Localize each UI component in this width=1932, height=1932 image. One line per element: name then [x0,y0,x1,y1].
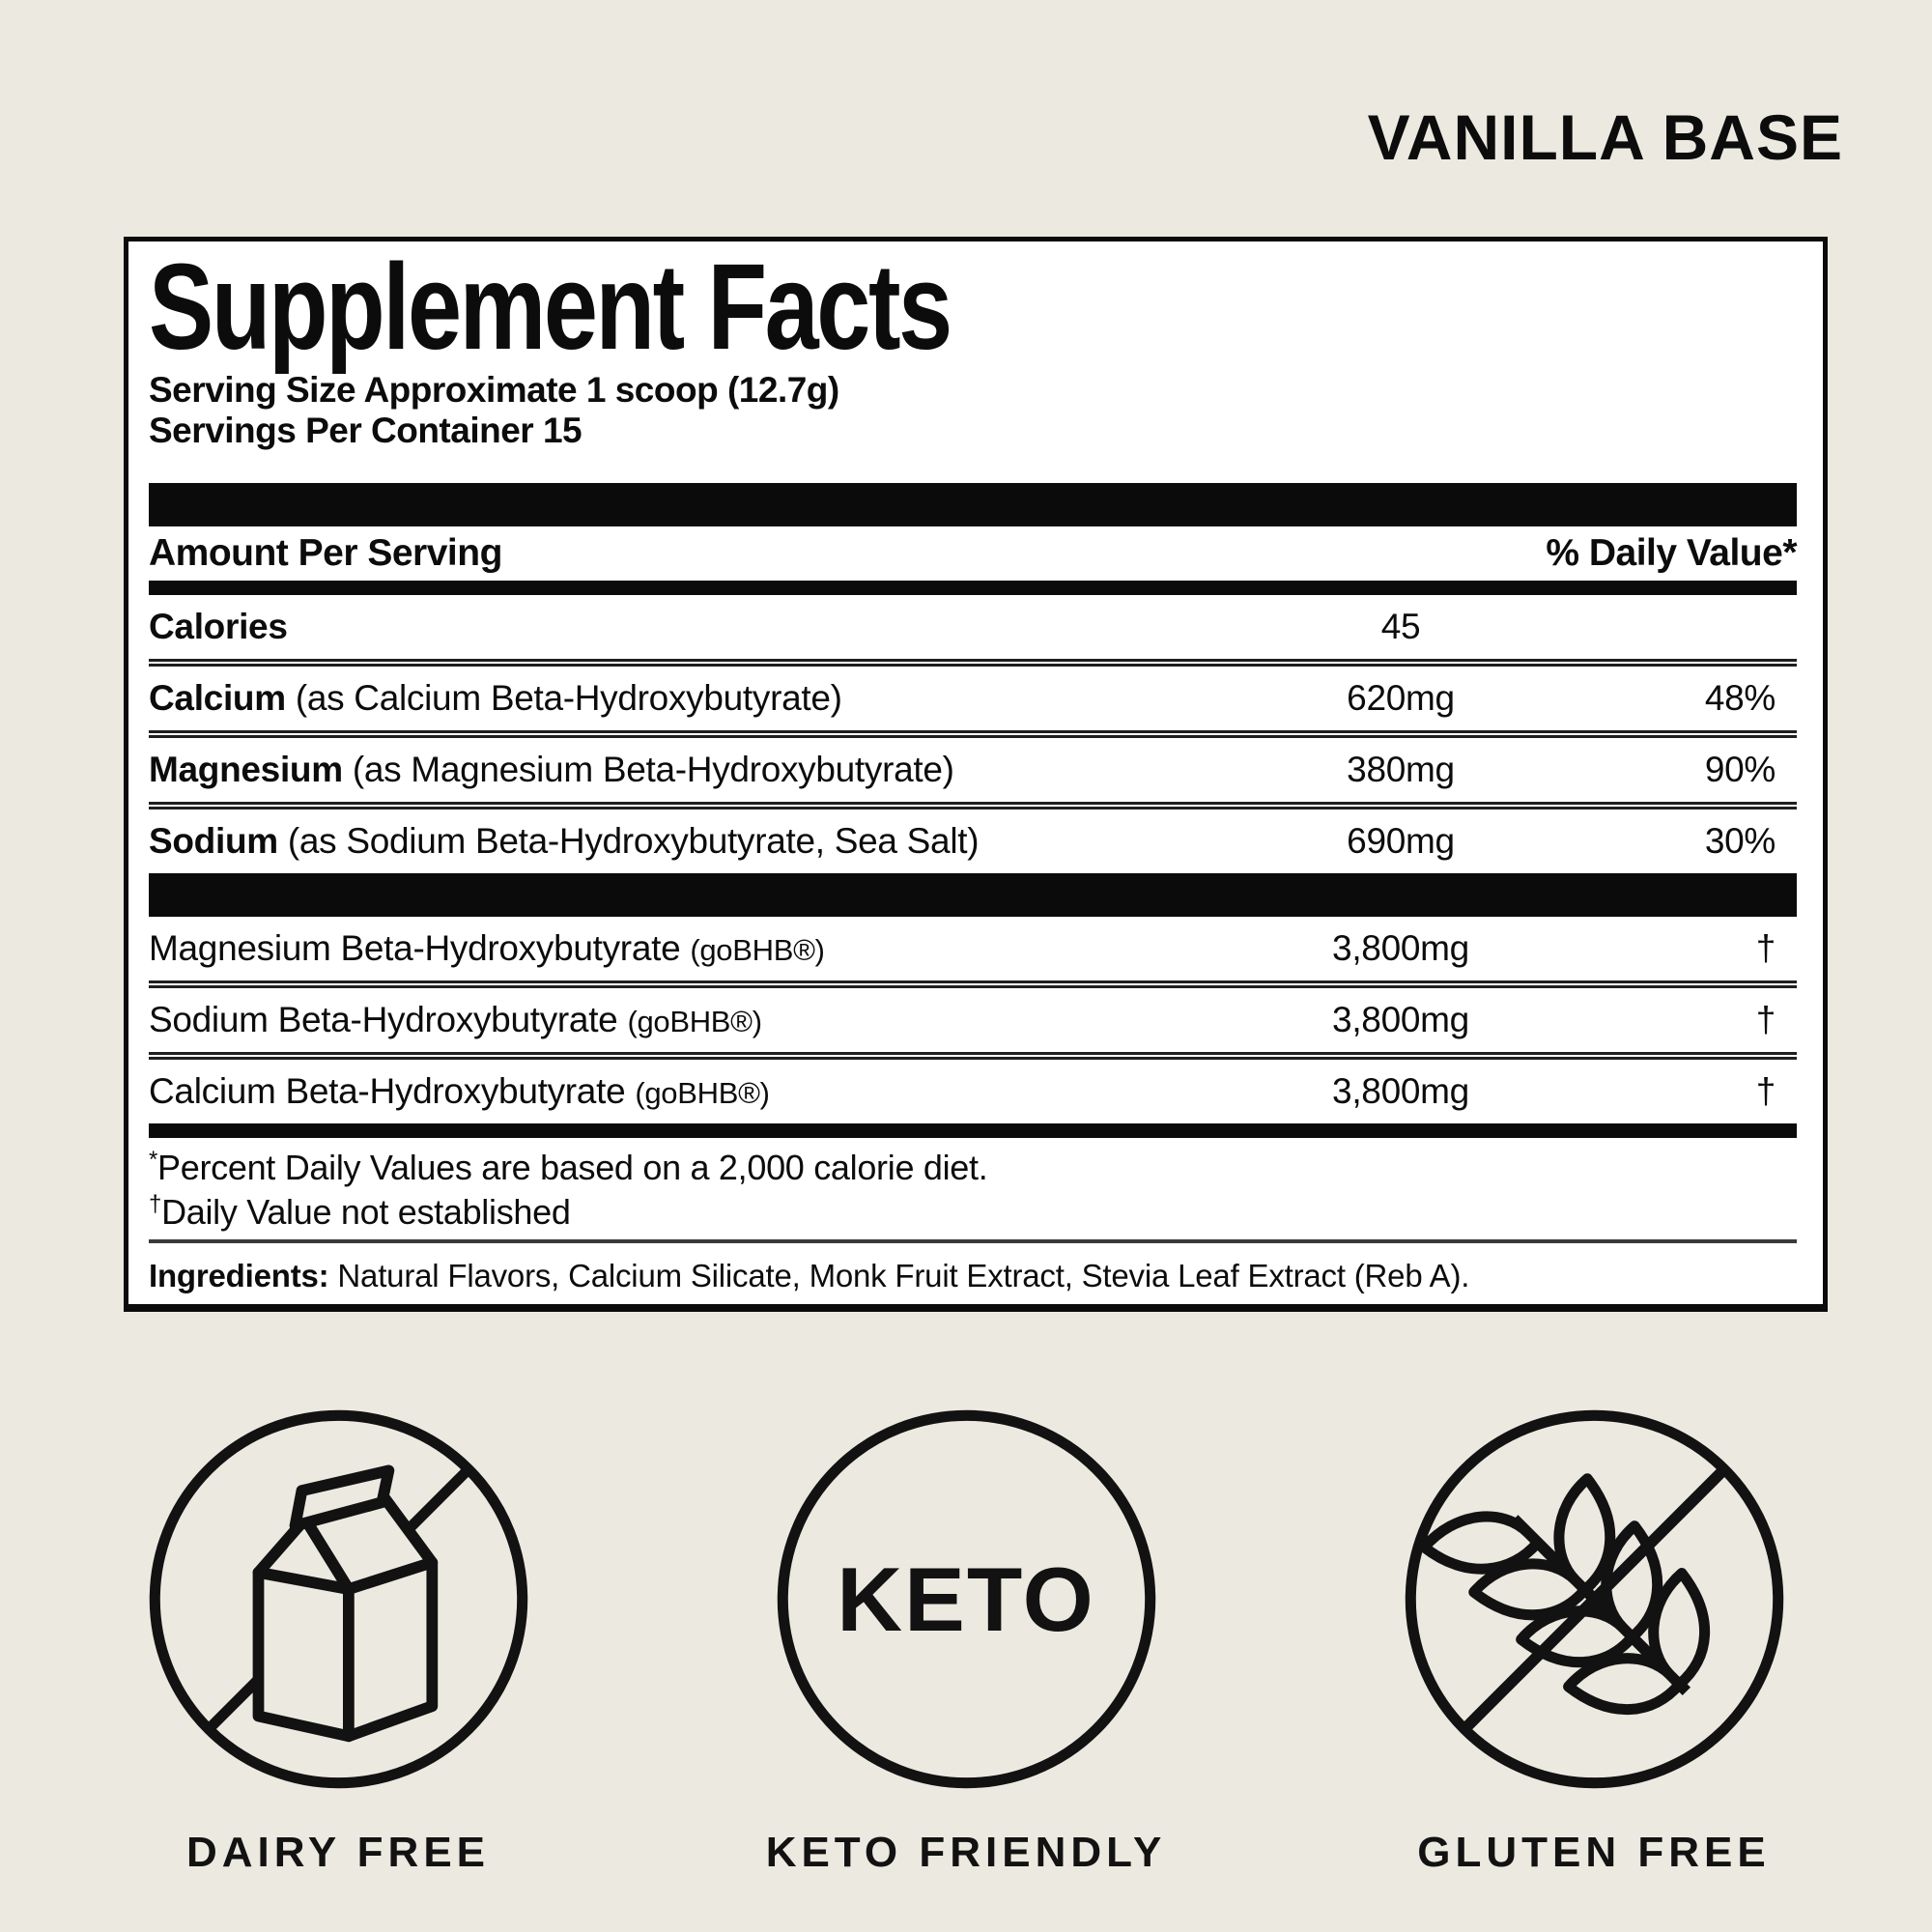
row-separator [149,730,1797,738]
panel-title: Supplement Facts [149,239,951,375]
ingredient-name [149,1071,1198,1112]
badge-label: GLUTEN FREE [1417,1829,1771,1876]
divider-bar [149,873,1797,917]
dagger-footnote: †Daily Value not established [149,1190,571,1232]
nutrient-name [149,821,1198,862]
nutrient-bold-name: Sodium [149,821,278,862]
ingredients-label: Ingredients: [149,1258,329,1294]
keto-word: KETO [837,1548,1095,1650]
badge-dairy-free [126,1399,551,1877]
nutrient-source: (as Calcium Beta-Hydroxybutyrate) [285,678,842,719]
row-separator [149,980,1797,988]
ingredient-main-name: Sodium Beta-Hydroxybutyrate [149,1000,628,1040]
column-header-row [149,526,1797,581]
footnotes [149,1138,1797,1234]
thick-rule [149,1123,1797,1138]
ingredient-trademark: (goBHB®) [627,1005,762,1039]
ingredient-dv: † [1755,928,1776,969]
dagger-symbol: † [149,1190,162,1217]
table-row-calcium-bhb [149,1060,1797,1123]
row-separator [149,1052,1797,1060]
ingredient-name [149,1000,1198,1040]
ingredient-amount: 3,800mg [1332,928,1469,969]
badges-row [126,1399,1806,1877]
nutrient-dv: 30% [1704,821,1776,862]
dv-footnote: *Percent Daily Values are based on a 2,000 calorie diet. [149,1147,988,1188]
table-row-sodium-bhb [149,988,1797,1052]
keto-circle-icon [766,1399,1167,1800]
nutrient-name [149,678,1198,719]
nutrient-source: (as Sodium Beta-Hydroxybutyrate, Sea Salt) [277,821,980,862]
ingredient-trademark: (goBHB®) [690,933,825,968]
table-row-calories [149,595,1797,659]
ingredients-text: Natural Flavors, Calcium Silicate, Monk Fruit Extract, Stevia Leaf Extract (Reb A). [328,1258,1470,1294]
ingredient-main-name: Magnesium Beta-Hydroxybutyrate [149,928,691,969]
nutrient-bold-name: Magnesium [149,750,343,790]
nutrient-dv: 90% [1704,750,1776,790]
daily-value-header: % Daily Value* [1546,532,1797,575]
nutrient-bold-name: Calcium [149,678,286,719]
ingredient-name [149,928,1198,969]
row-separator [149,659,1797,667]
flavor-title: VANILLA BASE [1367,101,1843,173]
ingredient-trademark: (goBHB®) [635,1076,770,1111]
supplement-facts-panel [124,237,1828,1312]
badge-label: DAIRY FREE [185,1829,491,1876]
row-separator [149,802,1797,810]
table-row-magnesium [149,738,1797,802]
nutrient-amount: 380mg [1347,750,1455,790]
asterisk-symbol: * [149,1147,158,1174]
thick-rule [149,581,1797,595]
divider-bar [149,483,1797,526]
badge-keto-friendly [753,1399,1179,1877]
table-row-calcium [149,667,1797,730]
wheat-slash-icon [1394,1399,1795,1800]
calories-amount: 45 [1380,607,1421,647]
no-gluten-icon [1394,1399,1795,1800]
nutrient-dv: 48% [1704,678,1776,719]
nutrient-amount: 690mg [1347,821,1455,862]
milk-carton-slash-icon [138,1399,539,1800]
amount-per-serving-header: Amount Per Serving [149,532,502,575]
badge-gluten-free [1381,1399,1806,1877]
ingredients-line [149,1243,1797,1294]
table-row-magnesium-bhb [149,917,1797,980]
serving-size: Serving Size Approximate 1 scoop (12.7g) [149,369,839,410]
table-row-sodium [149,810,1797,873]
nutrient-source: (as Magnesium Beta-Hydroxybutyrate) [342,750,954,790]
ingredient-amount: 3,800mg [1332,1000,1469,1040]
nutrient-name [149,750,1198,790]
ingredient-dv: † [1755,1071,1776,1112]
calories-label: Calories [149,607,288,647]
servings-per-container: Servings Per Container 15 [149,411,582,451]
no-dairy-icon [138,1399,539,1800]
badge-label: KETO FRIENDLY [765,1829,1167,1876]
ingredient-amount: 3,800mg [1332,1071,1469,1112]
ingredient-dv: † [1755,1000,1776,1040]
ingredient-main-name: Calcium Beta-Hydroxybutyrate [149,1071,636,1112]
nutrient-amount: 620mg [1347,678,1455,719]
